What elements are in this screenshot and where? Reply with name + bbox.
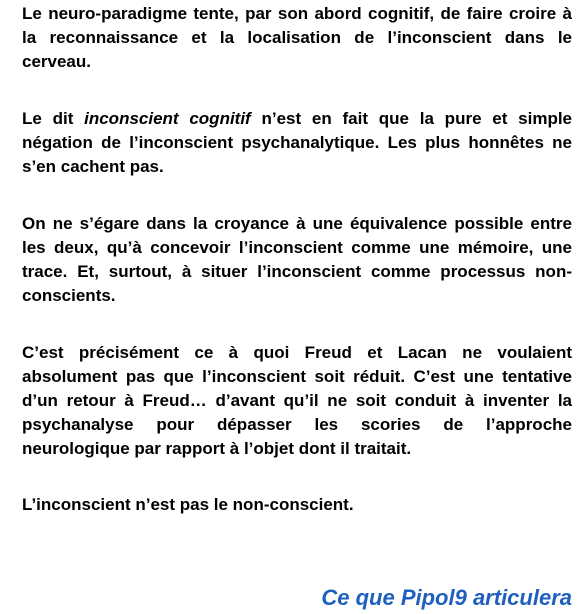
paragraph-equivalence: On ne s’égare dans la croyance à une équivalence possible entre les deux, qu’à concevoir l’inconscient comme une mémoire, une trace. Et, surtout, à situer l’inconscient comme processus non-conscients. bbox=[22, 214, 572, 305]
paragraph-text: n’est en fait que la pure et simple négation de l’inconscient psychanalytique. Les plus honnêtes ne s’en cachent pas. bbox=[22, 109, 573, 176]
document-body bbox=[22, 2, 572, 517]
paragraph-cognitive-unconscious bbox=[22, 107, 572, 179]
emphasis-text: inconscient cognitif bbox=[84, 109, 251, 128]
paragraph-conclusion: L’inconscient n’est pas le non-conscient. bbox=[22, 495, 354, 514]
paragraph-text: Le dit bbox=[22, 109, 85, 128]
signature-tagline: Ce que Pipol9 articulera bbox=[321, 585, 572, 610]
paragraph-freud-lacan: C’est précisément ce à quoi Freud et Lacan ne voulaient absolument pas que l’inconscient soit réduit. C’est une tentative d’un retour à Freud… d’avant qu’il ne soit conduit à inventer la psychanalyse pour dépasser les scories de l’approche neurologique par rapport à l’objet dont il traitait. bbox=[22, 343, 572, 458]
paragraph-neuro-paradigm: Le neuro-paradigme tente, par son abord cognitif, de faire croire à la reconnaissance et la localisation de l’inconscient dans le cerveau. bbox=[22, 4, 572, 71]
